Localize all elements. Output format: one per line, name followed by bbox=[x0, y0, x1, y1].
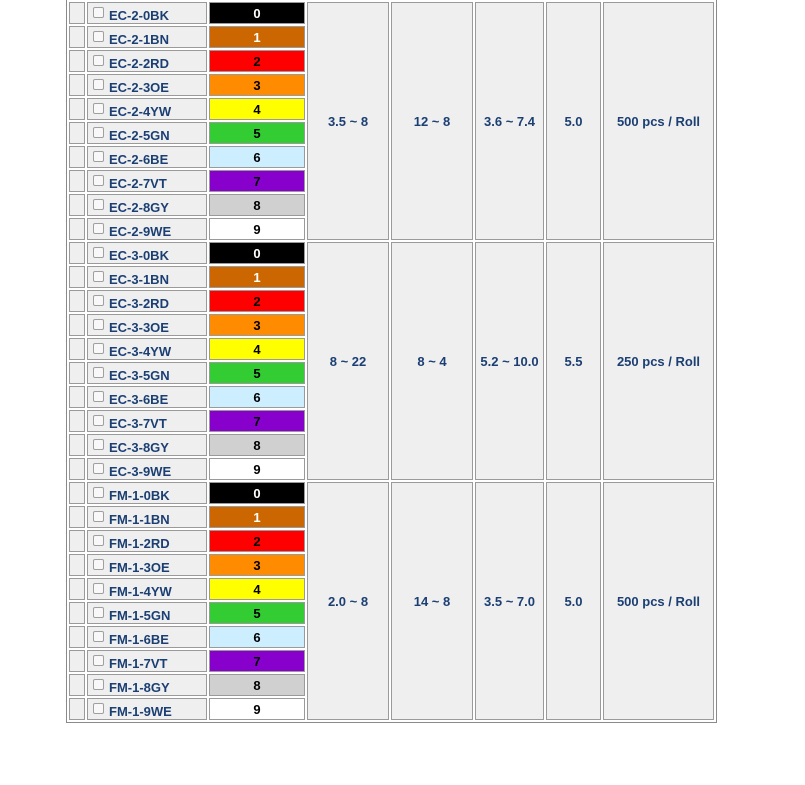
select-checkbox[interactable] bbox=[93, 391, 104, 402]
color-swatch: 5 bbox=[209, 362, 305, 384]
color-swatch: 1 bbox=[209, 506, 305, 528]
product-code-cell bbox=[87, 242, 207, 264]
row-lead-cell bbox=[69, 434, 85, 456]
product-code-cell bbox=[87, 458, 207, 480]
select-checkbox[interactable] bbox=[93, 703, 104, 714]
row-lead-cell bbox=[69, 170, 85, 192]
select-checkbox[interactable] bbox=[93, 367, 104, 378]
product-code-label: EC-3-7VT bbox=[109, 416, 167, 431]
product-code-label: EC-3-3OE bbox=[109, 320, 169, 335]
spec-range-c-cell: 5.2 ~ 10.0 bbox=[475, 242, 544, 480]
select-checkbox[interactable] bbox=[93, 79, 104, 90]
spec-range-b-cell: 14 ~ 8 bbox=[391, 482, 473, 720]
color-swatch: 9 bbox=[209, 458, 305, 480]
product-code-label: FM-1-6BE bbox=[109, 632, 169, 647]
color-swatch: 7 bbox=[209, 650, 305, 672]
table-row bbox=[69, 482, 714, 504]
product-code-cell bbox=[87, 602, 207, 624]
row-lead-cell bbox=[69, 482, 85, 504]
product-code-cell bbox=[87, 194, 207, 216]
select-checkbox[interactable] bbox=[93, 127, 104, 138]
product-table-container bbox=[66, 0, 717, 723]
select-checkbox[interactable] bbox=[93, 319, 104, 330]
select-checkbox[interactable] bbox=[93, 487, 104, 498]
select-checkbox[interactable] bbox=[93, 559, 104, 570]
product-code-cell bbox=[87, 26, 207, 48]
product-code-cell bbox=[87, 338, 207, 360]
select-checkbox[interactable] bbox=[93, 295, 104, 306]
product-code-label: EC-2-5GN bbox=[109, 128, 170, 143]
row-lead-cell bbox=[69, 290, 85, 312]
row-lead-cell bbox=[69, 386, 85, 408]
select-checkbox[interactable] bbox=[93, 31, 104, 42]
product-code-cell bbox=[87, 482, 207, 504]
row-lead-cell bbox=[69, 602, 85, 624]
spec-value-cell: 5.0 bbox=[546, 482, 601, 720]
product-code-label: EC-3-2RD bbox=[109, 296, 169, 311]
product-code-label: EC-2-4YW bbox=[109, 104, 172, 119]
row-lead-cell bbox=[69, 2, 85, 24]
color-swatch: 6 bbox=[209, 146, 305, 168]
color-swatch: 9 bbox=[209, 698, 305, 720]
product-code-cell bbox=[87, 386, 207, 408]
product-code-cell bbox=[87, 146, 207, 168]
color-swatch: 2 bbox=[209, 50, 305, 72]
product-code-label: EC-3-1BN bbox=[109, 272, 169, 287]
packing-qty-cell: 500 pcs / Roll bbox=[603, 2, 714, 240]
select-checkbox[interactable] bbox=[93, 583, 104, 594]
product-code-cell bbox=[87, 578, 207, 600]
color-swatch: 8 bbox=[209, 434, 305, 456]
spec-range-b-cell: 8 ~ 4 bbox=[391, 242, 473, 480]
product-code-label: EC-3-4YW bbox=[109, 344, 172, 359]
spec-range-c-cell: 3.6 ~ 7.4 bbox=[475, 2, 544, 240]
product-code-label: EC-3-6BE bbox=[109, 392, 169, 407]
product-table-body bbox=[69, 2, 714, 720]
product-code-cell bbox=[87, 410, 207, 432]
product-code-cell bbox=[87, 266, 207, 288]
spec-value-cell: 5.0 bbox=[546, 2, 601, 240]
row-lead-cell bbox=[69, 74, 85, 96]
row-lead-cell bbox=[69, 122, 85, 144]
product-code-cell bbox=[87, 650, 207, 672]
select-checkbox[interactable] bbox=[93, 463, 104, 474]
product-code-label: EC-2-6BE bbox=[109, 152, 169, 167]
packing-qty-cell: 500 pcs / Roll bbox=[603, 482, 714, 720]
select-checkbox[interactable] bbox=[93, 535, 104, 546]
color-swatch: 7 bbox=[209, 410, 305, 432]
row-lead-cell bbox=[69, 362, 85, 384]
product-code-cell bbox=[87, 2, 207, 24]
color-swatch: 3 bbox=[209, 314, 305, 336]
product-code-cell bbox=[87, 530, 207, 552]
select-checkbox[interactable] bbox=[93, 175, 104, 186]
row-lead-cell bbox=[69, 218, 85, 240]
color-swatch: 2 bbox=[209, 530, 305, 552]
color-swatch: 8 bbox=[209, 674, 305, 696]
row-lead-cell bbox=[69, 242, 85, 264]
product-code-cell bbox=[87, 554, 207, 576]
product-code-label: EC-3-8GY bbox=[109, 440, 169, 455]
row-lead-cell bbox=[69, 530, 85, 552]
select-checkbox[interactable] bbox=[93, 655, 104, 666]
product-code-cell bbox=[87, 50, 207, 72]
select-checkbox[interactable] bbox=[93, 271, 104, 282]
product-code-label: FM-1-1BN bbox=[109, 512, 170, 527]
spec-range-a-cell: 8 ~ 22 bbox=[307, 242, 389, 480]
row-lead-cell bbox=[69, 146, 85, 168]
product-code-label: FM-1-2RD bbox=[109, 536, 170, 551]
select-checkbox[interactable] bbox=[93, 223, 104, 234]
select-checkbox[interactable] bbox=[93, 415, 104, 426]
product-code-label: EC-2-1BN bbox=[109, 32, 169, 47]
color-swatch: 0 bbox=[209, 482, 305, 504]
select-checkbox[interactable] bbox=[93, 7, 104, 18]
product-code-cell bbox=[87, 218, 207, 240]
product-code-cell bbox=[87, 506, 207, 528]
row-lead-cell bbox=[69, 626, 85, 648]
product-code-label: EC-2-7VT bbox=[109, 176, 167, 191]
row-lead-cell bbox=[69, 338, 85, 360]
row-lead-cell bbox=[69, 650, 85, 672]
product-code-label: FM-1-3OE bbox=[109, 560, 170, 575]
spec-value-cell: 5.5 bbox=[546, 242, 601, 480]
color-swatch: 0 bbox=[209, 2, 305, 24]
product-code-label: EC-2-8GY bbox=[109, 200, 169, 215]
select-checkbox[interactable] bbox=[93, 511, 104, 522]
product-code-label: FM-1-8GY bbox=[109, 680, 170, 695]
select-checkbox[interactable] bbox=[93, 199, 104, 210]
color-swatch: 4 bbox=[209, 578, 305, 600]
select-checkbox[interactable] bbox=[93, 679, 104, 690]
product-code-label: EC-3-0BK bbox=[109, 248, 169, 263]
row-lead-cell bbox=[69, 698, 85, 720]
color-swatch: 9 bbox=[209, 218, 305, 240]
color-swatch: 1 bbox=[209, 26, 305, 48]
color-swatch: 6 bbox=[209, 626, 305, 648]
color-swatch: 7 bbox=[209, 170, 305, 192]
color-swatch: 4 bbox=[209, 338, 305, 360]
spec-range-c-cell: 3.5 ~ 7.0 bbox=[475, 482, 544, 720]
color-swatch: 1 bbox=[209, 266, 305, 288]
product-code-label: EC-3-5GN bbox=[109, 368, 170, 383]
select-checkbox[interactable] bbox=[93, 247, 104, 258]
product-code-cell bbox=[87, 626, 207, 648]
product-code-label: EC-2-0BK bbox=[109, 8, 169, 23]
table-row bbox=[69, 2, 714, 24]
select-checkbox[interactable] bbox=[93, 631, 104, 642]
product-code-cell bbox=[87, 170, 207, 192]
select-checkbox[interactable] bbox=[93, 55, 104, 66]
spec-range-a-cell: 2.0 ~ 8 bbox=[307, 482, 389, 720]
row-lead-cell bbox=[69, 458, 85, 480]
color-swatch: 5 bbox=[209, 122, 305, 144]
row-lead-cell bbox=[69, 506, 85, 528]
row-lead-cell bbox=[69, 98, 85, 120]
row-lead-cell bbox=[69, 266, 85, 288]
product-code-cell bbox=[87, 122, 207, 144]
color-swatch: 0 bbox=[209, 242, 305, 264]
product-code-cell bbox=[87, 314, 207, 336]
product-code-label: FM-1-4YW bbox=[109, 584, 172, 599]
select-checkbox[interactable] bbox=[93, 103, 104, 114]
product-code-cell bbox=[87, 698, 207, 720]
color-swatch: 4 bbox=[209, 98, 305, 120]
row-lead-cell bbox=[69, 554, 85, 576]
product-code-label: FM-1-5GN bbox=[109, 608, 171, 623]
row-lead-cell bbox=[69, 578, 85, 600]
row-lead-cell bbox=[69, 410, 85, 432]
product-code-label: FM-1-0BK bbox=[109, 488, 170, 503]
color-swatch: 6 bbox=[209, 386, 305, 408]
table-row bbox=[69, 242, 714, 264]
row-lead-cell bbox=[69, 26, 85, 48]
product-code-label: FM-1-9WE bbox=[109, 704, 172, 719]
color-swatch: 8 bbox=[209, 194, 305, 216]
product-code-cell bbox=[87, 362, 207, 384]
product-code-label: EC-3-9WE bbox=[109, 464, 172, 479]
row-lead-cell bbox=[69, 194, 85, 216]
select-checkbox[interactable] bbox=[93, 343, 104, 354]
product-code-label: EC-2-9WE bbox=[109, 224, 172, 239]
product-code-cell bbox=[87, 98, 207, 120]
product-code-cell bbox=[87, 290, 207, 312]
product-code-label: EC-2-3OE bbox=[109, 80, 169, 95]
select-checkbox[interactable] bbox=[93, 151, 104, 162]
color-swatch: 3 bbox=[209, 554, 305, 576]
row-lead-cell bbox=[69, 674, 85, 696]
product-code-label: FM-1-7VT bbox=[109, 656, 168, 671]
packing-qty-cell: 250 pcs / Roll bbox=[603, 242, 714, 480]
row-lead-cell bbox=[69, 314, 85, 336]
select-checkbox[interactable] bbox=[93, 439, 104, 450]
color-swatch: 5 bbox=[209, 602, 305, 624]
product-spec-table bbox=[66, 0, 717, 723]
product-code-cell bbox=[87, 674, 207, 696]
color-swatch: 3 bbox=[209, 74, 305, 96]
select-checkbox[interactable] bbox=[93, 607, 104, 618]
product-code-cell bbox=[87, 434, 207, 456]
color-swatch: 2 bbox=[209, 290, 305, 312]
product-code-cell bbox=[87, 74, 207, 96]
product-code-label: EC-2-2RD bbox=[109, 56, 169, 71]
row-lead-cell bbox=[69, 50, 85, 72]
spec-range-b-cell: 12 ~ 8 bbox=[391, 2, 473, 240]
spec-range-a-cell: 3.5 ~ 8 bbox=[307, 2, 389, 240]
